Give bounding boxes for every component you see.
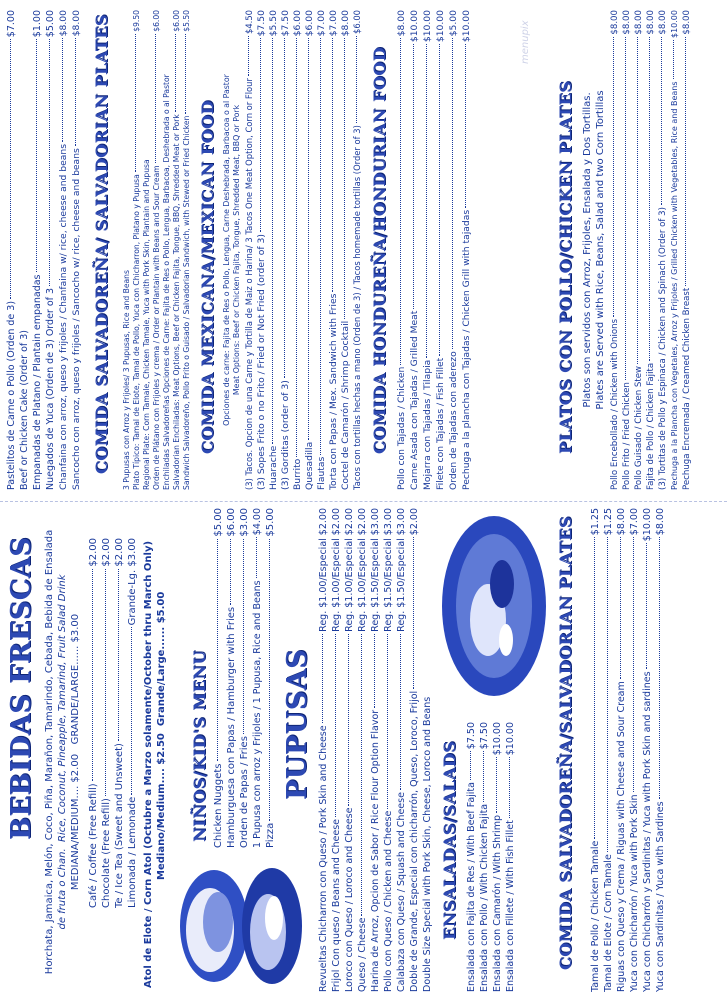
pollo-item: Pechuga Encremada / Creamed Chicken Breast $8.00 [682, 10, 692, 490]
kids-item: 1 Pupusa con arroz y Frijoles / 1 Pupusa, Rice and Beans $4.00 [252, 508, 263, 848]
pollo-item: (3) Tortitas de Pollo y Espinaca / Chicken and Spinach (Order of 3) $8.00 [658, 10, 668, 490]
ensalada-item: Ensalada con Camarón / With Shrimp $10.00 [492, 722, 503, 992]
pupusa-item: Harina de Arroz, Opcion de Sabor / Rice Flour Option Flavor Reg. $1.50/Especial $3.00 [370, 508, 381, 992]
menu-panel-right [0, 0, 727, 494]
bebida-item: Limonada / Lemonade Grande-Lg. $3.00 [127, 538, 138, 908]
mexicana-note: Opciones de carne: Fajita de Res o Pollo, Lengua, Carne Deshebrada, Barbacoa o al Pastor [222, 74, 231, 426]
mexicana-item: Coctel de Camarón / Shrimp Cocktail $8.00 [340, 10, 351, 490]
ensalada-item: Ensalada con Fajita de Res / With Beef Fajita $7.50 [466, 722, 477, 992]
salvadorena-item: Tamal de Elote / Corn Tamale $1.25 [603, 508, 614, 992]
salvadorena-item: Yuca con Chicharrón / Yuca with Pork Skin $7.00 [629, 508, 640, 992]
ensalada-item: Ensalada con Fillete / With Fish Fillet $10.00 [505, 722, 516, 992]
salvadorena2-small-item: Orden de Plátano con Frijoles y crema / Order or Plantain with Beans and Sour Cream $6.00 [152, 10, 161, 490]
pupusa-item: Pollo con Queso / Chicken and Cheese Reg. $1.50/Especial $3.00 [383, 508, 394, 992]
salvadorena2-small-item: Sandwich Salvadoreño, Pollo Frito o Guisado / Salvadorian Sandwich, with Stewed or Fried Chicken $5.50 [182, 10, 191, 490]
salvadorena-left-title: COMIDA SALVADOREÑA/SALVADORIAN PLATES [556, 516, 575, 970]
bebida-item: Chocolate (Free Refill) $2.00 [101, 538, 112, 908]
salvadorena2-item: Nuegados de Yuca (Orden de 3) Order of 3 $5.00 [45, 10, 56, 490]
hondurena-item: Filete con Tajadas / Fish Fillet $10.00 [435, 10, 446, 490]
mexicana-item: (3) Gorditas (order of 3) $7.50 [280, 10, 291, 490]
salvadorena2-small-item: 3 Pupusas con Arroz y Frijoles/ 3 Pupusas, Rice and Beans [122, 270, 131, 490]
bebida-item: Café / Coffee (Free Refill) $2.00 [88, 538, 99, 908]
mexicana-item: Flautas $7.00 [316, 10, 327, 490]
pollo-item: Pollo Guisado / Chicken Stew $8.00 [634, 10, 644, 490]
salvadorena2-item: Chanfaina con arroz, queso y frijoles / Chanfaina w/ rice, cheese and beans $8.00 [58, 10, 69, 490]
mexicana-note: Meat Options: Beef or Chicken Fajita, Tongue, Shredded Meat, BBQ or Pork [232, 104, 241, 396]
bebidas-title: BEBIDAS FRESCAS [6, 536, 37, 840]
pollo-item: Fajita de Pollo / Chicken Fajita $8.00 [646, 10, 656, 490]
hondurena-item: Orden de Tajadas con aderezo $5.00 [448, 10, 459, 490]
ensaladas-title: ENSALADAS/SALADS [440, 740, 459, 940]
hondurena-item: Mojarra con Tajadas / Tilapia $10.00 [422, 10, 433, 490]
atol-line: Mediano/Medium.... $2.50 Grande/Large...... $5.00 [156, 591, 167, 880]
salvadorena2-item-english: Beef or Chicken Cake (Order of 3) [19, 329, 30, 490]
mexicana-item: (3) Tacos. Opcion de una Carne y Tortilla de Maiz o Harina/ 3 Tacos One Meat Option, Corn or Flour $4.50 [244, 10, 254, 490]
atol-line: Atol de Elote / Corn Atol (Octubre a Marzo solamente/October thru March Only) [143, 540, 154, 988]
watermark: menupix [520, 20, 531, 64]
pupusa-double-item: Doble de Grande, Especial con chicharrón, Queso, Loroco, Frijol $2.00 [409, 508, 420, 992]
fold-line [0, 501, 727, 502]
bebidas-line: MEDIANA/MEDIUM.... $2.00 GRANDE/LARGE...... $3.00 [70, 613, 81, 891]
salvadorena-item: Yuca con Chicharrón y Sardinitas / Yuca with Pork Skin and sardines $10.00 [642, 508, 653, 992]
pollo-title: PLATOS CON POLLO/CHICKEN PLATES [556, 80, 575, 454]
bebidas-line: de fruta o Chan. Rice, Coconut, Pineapple, Tamarind, Fruit Salad Drink [57, 574, 68, 930]
pupusa-item: Calabaza con Queso / Squash and Cheese Reg. $1.50/Especial $3.00 [396, 508, 407, 992]
mexicana-item: Burrito $6.00 [292, 10, 303, 490]
mexicana-item: (3) Sopes Frito o no Frito / Fried or Not Fried (order of 3) $7.50 [256, 10, 267, 490]
kids-title: NIÑOS/KID'S MENU [190, 650, 209, 842]
salad-plate-photo [438, 512, 550, 700]
salvadorena2-item: Empanadas de Platano / Plantain empanadas $1.00 [32, 10, 43, 490]
hondurena-item: Pollo con Tajadas / Chicken $8.00 [396, 10, 407, 490]
pupusa-double-english: Double Size Special with Pork Skin, Cheese, Loroco and Beans [422, 696, 433, 992]
pollo-item: Pechuga a la Plancha con Vegetales, Arroz y Frijoles / Grilled Chicken with Vegetables, Rice and Beans $10.00 [670, 10, 679, 490]
kids-item: Hamburguesa con Papas / Hamburger with Fries $6.00 [226, 508, 237, 848]
mexicana-item: Torta con Papas / Mex. Sandwich with Fries $7.00 [328, 10, 339, 490]
mexicana-item: Tacos con tortillas hechas a mano (Orden de 3) / Tacos homemade tortillas (Order of 3) $6.00 [352, 10, 362, 490]
salvadorena-right-title: COMIDA SALVADOREÑA/ SALVADORIAN PLATES [92, 14, 111, 474]
pollo-note: Plates are Served with Rice, Beans, Salad and two Corn Tortillas [595, 90, 606, 410]
bebida-item: Te / Ice Tea (Sweet and Unsweet) $2.00 [114, 538, 125, 908]
menu-panel-left [0, 505, 727, 1000]
mexicana-item: Huarache $5.50 [268, 10, 279, 490]
hondurena-title: COMIDA HONDUREÑA/HONDURIAN FOOD [370, 46, 389, 454]
salvadorena2-small-item: Plato Típico: Tamal de Elote, Tamal de Pollo, Yuca con Chicharron, Platano y Pupusa $9.50 [132, 10, 141, 490]
kids-item: Chicken Nuggets $5.00 [213, 508, 224, 848]
pupusa-item: Revueltas Chicharron con Queso / Pork Skin and Cheese Reg. $1.00/Especial $2.00 [318, 508, 329, 992]
mexicana-item: Quesadilla $6.00 [304, 10, 315, 490]
salvadorena-item: Riguas con Queso y Crema / Riguas with Cheese and Sour Cream $8.00 [616, 508, 627, 992]
pupusas-title: PUPUSAS [282, 648, 313, 800]
pupusa-item: Queso / Cheese Reg. $1.00/Especial $2.00 [357, 508, 368, 992]
hondurena-item: Pechuga a la plancha con Tajadas / Chicken Grill with tajadas $10.00 [461, 10, 472, 490]
salvadorena-item: Yuca con Sardinitas / Yuca with Sardines $8.00 [655, 508, 666, 992]
pupusa-plate-photo [174, 860, 304, 992]
ensalada-item: Ensalada con Pollo / With Chicken Fajita $7.50 [479, 722, 490, 992]
hondurena-item: Carne Asada con Tajadas / Grilled Meat $10.00 [409, 10, 420, 490]
pollo-item: Pollo Frito / Fried Chicken $8.00 [622, 10, 632, 490]
salvadorena-item: Tamal de Pollo / Chicken Tamale $1.25 [590, 508, 601, 992]
kids-item: Orden de Papas / Fries $3.00 [239, 508, 250, 848]
salvadorena2-small-item: Enchiladas Salvadoreñas Opciones de Carne: Fajita de Res o Pollo, Lengua, Barbacoa, Deshebrada o al Pastor [162, 74, 171, 490]
salvadorena2-item: Sancocho con arroz, queso y frijoles / Sancocho w/ rice, cheese and beans $8.00 [71, 10, 82, 490]
kids-item: Pizza $5.00 [265, 508, 276, 848]
pupusa-item: Loroco con Queso / Loroco and Cheese Reg. $1.00/Especial $2.00 [344, 508, 355, 992]
pupusa-item: Frijol Con queso / Beans and Cheese Reg. $1.00/Especial $2.00 [331, 508, 342, 992]
salvadorena2-small-item: Salvadorian Enchiladas: Meat Options, Beef or Chicken Fajita, Tongue, BBQ, Shredded Meat or Pork $6.00 [172, 10, 181, 490]
salvadorena2-small-item: Regional Plate: Corn Tamale, Chicken Tamale, Yuca with Pork Skin, Plantain and Pupusa [142, 159, 151, 490]
salvadorena2-item: Pastelitos de Carne o Pollo (Orden de 3) $7.00 [6, 10, 17, 490]
pollo-note: Platos son servidos con Arroz, Frijoles, Ensalada y Dos Tortillas. [582, 92, 593, 408]
mexicana-title: COMIDA MEXICANA/MEXICAN FOOD [198, 100, 217, 454]
bebidas-line: Horchata, Jamaica, Melón, Coco, Piña, Marañon, Tamarindo, Cebada, Bebida de Ensalada [44, 529, 55, 975]
pollo-item: Pollo Encebollado / Chicken with Onions $8.00 [610, 10, 620, 490]
